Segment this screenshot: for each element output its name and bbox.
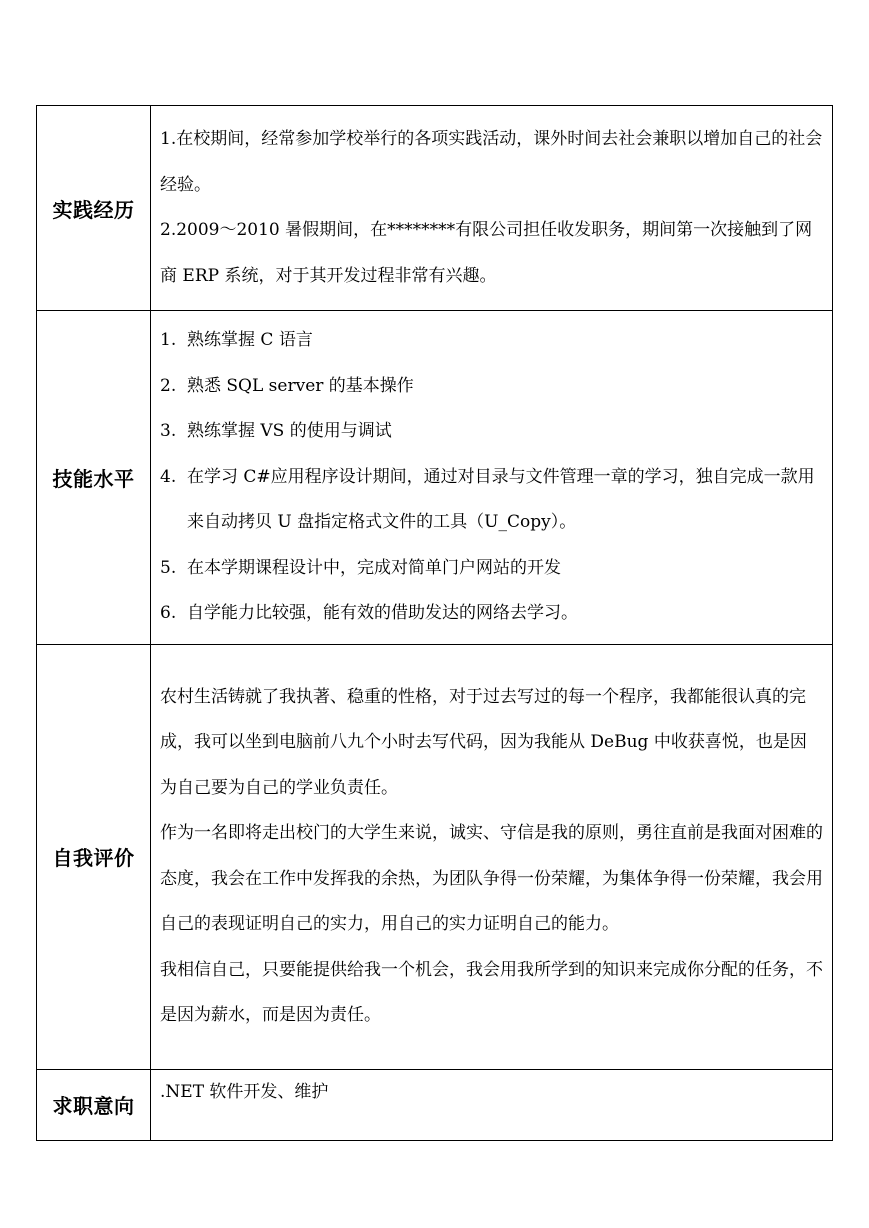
paragraph: .NET 软件开发、维护 bbox=[160, 1081, 329, 1102]
item-text: 自学能力比较强，能有效的借助发达的网络去学习。 bbox=[187, 603, 578, 623]
list-item bbox=[160, 546, 823, 592]
section-content-practice bbox=[151, 106, 833, 311]
section-self-evaluation bbox=[37, 644, 833, 1069]
section-content-job-intention bbox=[151, 1069, 833, 1140]
list-item bbox=[160, 591, 823, 637]
item-number: 6. bbox=[160, 603, 177, 623]
section-label-practice: 实践经历 bbox=[37, 106, 151, 311]
section-content-self-evaluation bbox=[151, 644, 833, 1069]
paragraph: 我相信自己，只要能提供给我一个机会，我会用我所学到的知识来完成你分配的任务，不是因为薪水，而是因为责任。 bbox=[160, 959, 823, 1025]
item-number: 1. bbox=[160, 330, 177, 350]
item-text: 熟练掌握 C 语言 bbox=[187, 330, 313, 350]
item-text: 熟悉 SQL server 的基本操作 bbox=[187, 375, 414, 396]
item-text: 熟练掌握 VS 的使用与调试 bbox=[187, 421, 392, 441]
list-item bbox=[160, 364, 823, 410]
list-item bbox=[160, 409, 823, 455]
item-text: 在学习 C#应用程序设计期间，通过对目录与文件管理一章的学习，独自完成一款用来自动拷贝 U 盘指定格式文件的工具（U_Copy）。 bbox=[187, 466, 815, 532]
section-job-intention bbox=[37, 1069, 833, 1140]
list-item bbox=[160, 455, 823, 546]
section-label-self-evaluation: 自我评价 bbox=[37, 644, 151, 1069]
item-text: 在本学期课程设计中，完成对简单门户网站的开发 bbox=[187, 557, 561, 578]
section-content-skills bbox=[151, 311, 833, 645]
paragraph: 作为一名即将走出校门的大学生来说，诚实、守信是我的原则，勇往直前是我面对困难的态度，我会在工作中发挥我的余热，为团队争得一份荣耀，为集体争得一份荣耀，我会用自己的表现证明自己的实力，用自己的实力证明自己的能力。 bbox=[160, 823, 823, 934]
item-number: 5. bbox=[160, 557, 177, 578]
section-skills bbox=[37, 311, 833, 645]
item-number: 2. bbox=[160, 375, 177, 396]
section-label-job-intention: 求职意向 bbox=[37, 1069, 151, 1140]
section-label-skills: 技能水平 bbox=[37, 311, 151, 645]
item-number: 4. bbox=[160, 466, 177, 487]
item-number: 3. bbox=[160, 421, 177, 441]
paragraph: 2.2009～2010 暑假期间，在********有限公司担任收发职务，期间第一次接触到了网商 ERP 系统，对于其开发过程非常有兴趣。 bbox=[160, 220, 813, 286]
paragraph: 农村生活铸就了我执著、稳重的性格，对于过去写过的每一个程序，我都能很认真的完成，我可以坐到电脑前八九个小时去写代码，因为我能从 DeBug 中收获喜悦，也是因为自己要为自己的学业负责任。 bbox=[160, 686, 807, 798]
section-practice bbox=[37, 106, 833, 311]
skills-list bbox=[160, 318, 823, 637]
resume-table bbox=[36, 105, 833, 1141]
paragraph: 1.在校期间，经常参加学校举行的各项实践活动，课外时间去社会兼职以增加自己的社会经验。 bbox=[160, 129, 823, 195]
list-item bbox=[160, 318, 823, 364]
